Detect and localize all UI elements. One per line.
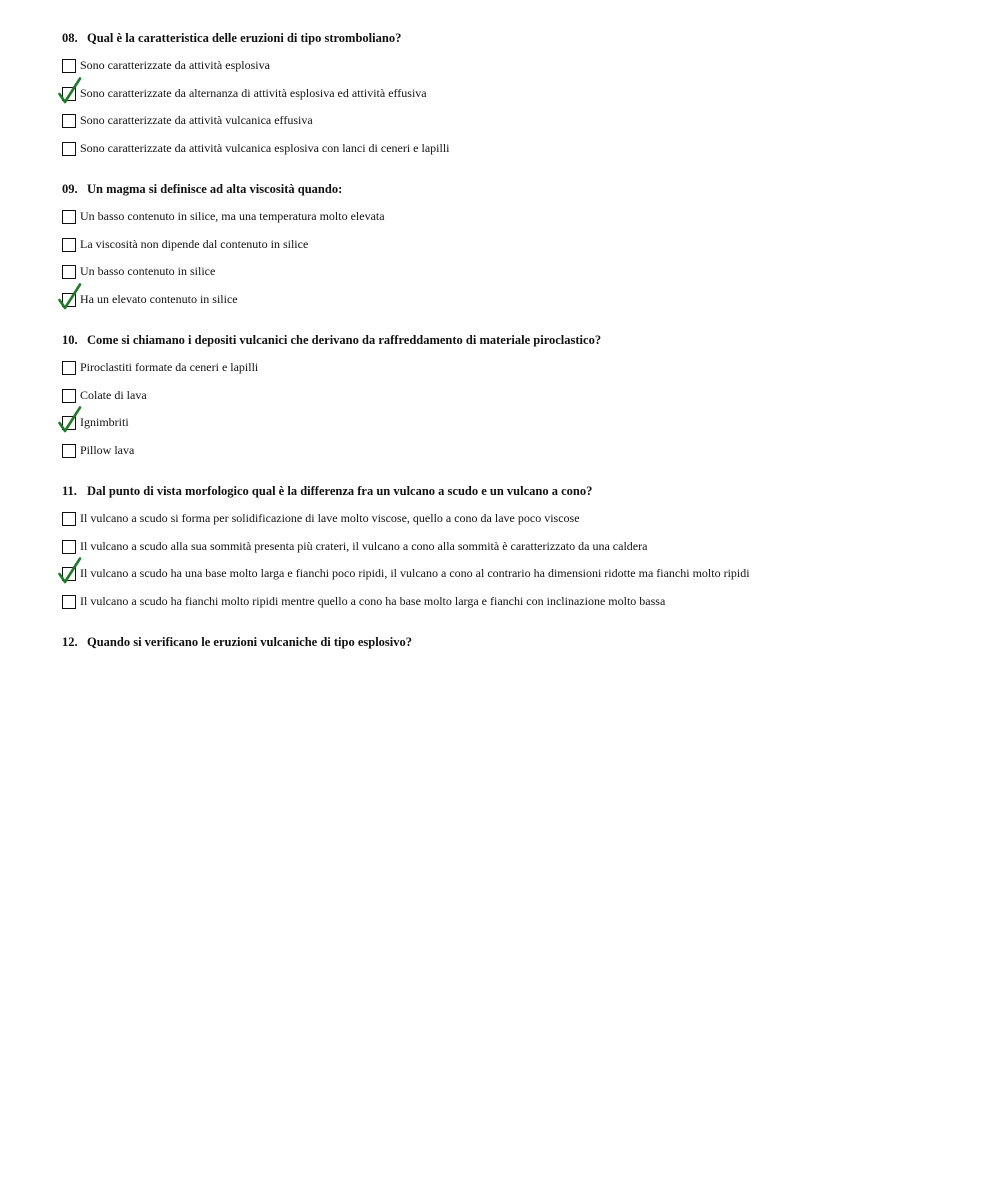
answer-option-text: Sono caratterizzate da attività esplosiva bbox=[80, 58, 270, 72]
check-mark-icon bbox=[58, 77, 82, 104]
answer-option-text: Un basso contenuto in silice bbox=[80, 264, 216, 279]
checkbox-icon[interactable] bbox=[62, 540, 76, 554]
check-mark-icon bbox=[58, 406, 82, 433]
answer-option[interactable] bbox=[61, 58, 961, 76]
question-title bbox=[62, 484, 592, 498]
answer-option[interactable] bbox=[61, 360, 961, 378]
question-text: Come si chiamano i depositi vulcanici che derivano da raffreddamento di materiale piroclastico? bbox=[87, 333, 602, 347]
question-4 bbox=[0, 604, 1000, 755]
answer-option-text: Pillow lava bbox=[80, 442, 135, 457]
question-number: 12. bbox=[62, 635, 78, 649]
question-0 bbox=[0, 0, 1000, 155]
checkbox-icon[interactable] bbox=[62, 59, 76, 73]
checkbox-icon[interactable] bbox=[62, 361, 76, 375]
question-text: Qual è la caratteristica delle eruzioni di tipo stromboliano? bbox=[87, 31, 402, 45]
answer-option[interactable] bbox=[61, 113, 961, 131]
answer-option-text: Piroclastiti formate da ceneri e lapilli bbox=[80, 360, 259, 374]
checkbox-icon[interactable] bbox=[62, 265, 76, 279]
answer-option-text: Il vulcano a scudo alla sua sommità presenta più crateri, il vulcano a cono alla sommità è caratterizzato da una caldera bbox=[80, 538, 648, 553]
question-title bbox=[62, 635, 412, 649]
question-text: Dal punto di vista morfologico qual è la differenza fra un vulcano a scudo e un vulcano a cono? bbox=[87, 484, 593, 498]
question-number: 11. bbox=[62, 484, 77, 498]
answer-option-text: Colate di lava bbox=[80, 387, 147, 402]
question-text: Un magma si definisce ad alta viscosità quando: bbox=[87, 182, 343, 196]
answer-option[interactable] bbox=[61, 566, 961, 584]
checkbox-icon[interactable] bbox=[62, 389, 76, 403]
answer-option-text: Il vulcano a scudo ha fianchi molto ripidi mentre quello a cono ha base molto larga e fianchi con inclinazione molto bassa bbox=[80, 593, 666, 608]
answer-option[interactable] bbox=[61, 388, 961, 406]
checkbox-icon[interactable] bbox=[62, 210, 76, 224]
question-title bbox=[62, 31, 401, 45]
answer-option-text: Sono caratterizzate da attività vulcanica effusiva bbox=[80, 113, 313, 128]
question-text: Quando si verificano le eruzioni vulcaniche di tipo esplosivo? bbox=[87, 635, 413, 649]
answer-option-text: Il vulcano a scudo si forma per solidificazione di lave molto viscose, quello a cono da lave poco viscose bbox=[80, 511, 580, 525]
question-1 bbox=[0, 151, 1000, 306]
question-3 bbox=[0, 453, 1000, 608]
answer-option-text: La viscosità non dipende dal contenuto in silice bbox=[80, 236, 309, 251]
answer-option-text: Ha un elevato contenuto in silice bbox=[80, 291, 238, 306]
question-2 bbox=[0, 302, 1000, 457]
answer-option-text: Il vulcano a scudo ha una base molto larga e fianchi poco ripidi, il vulcano a cono al contrario ha dimensioni ridotte ma fianchi molto ripidi bbox=[80, 566, 750, 581]
answer-option[interactable] bbox=[61, 511, 961, 529]
question-number: 09. bbox=[62, 182, 78, 196]
answer-option[interactable] bbox=[61, 209, 961, 227]
question-title bbox=[62, 182, 342, 196]
answer-option-text: Sono caratterizzate da attività vulcanica esplosiva con lanci di ceneri e lapilli bbox=[80, 140, 450, 155]
check-mark-icon bbox=[58, 557, 82, 584]
answer-option[interactable] bbox=[61, 264, 961, 282]
checkbox-icon[interactable] bbox=[62, 114, 76, 128]
checkbox-icon[interactable] bbox=[62, 512, 76, 526]
answer-option[interactable] bbox=[61, 539, 961, 557]
checkbox-icon[interactable] bbox=[62, 238, 76, 252]
answer-option-text: Un basso contenuto in silice, ma una temperatura molto elevata bbox=[80, 209, 385, 223]
answer-option-text: Ignimbriti bbox=[80, 415, 129, 430]
question-number: 10. bbox=[62, 333, 78, 347]
question-number: 08. bbox=[62, 31, 78, 45]
answer-option-text: Sono caratterizzate da alternanza di attività esplosiva ed attività effusiva bbox=[80, 85, 427, 100]
answer-option[interactable] bbox=[61, 237, 961, 255]
answer-option[interactable] bbox=[61, 415, 961, 433]
question-title bbox=[62, 333, 601, 347]
answer-option[interactable] bbox=[61, 86, 961, 104]
